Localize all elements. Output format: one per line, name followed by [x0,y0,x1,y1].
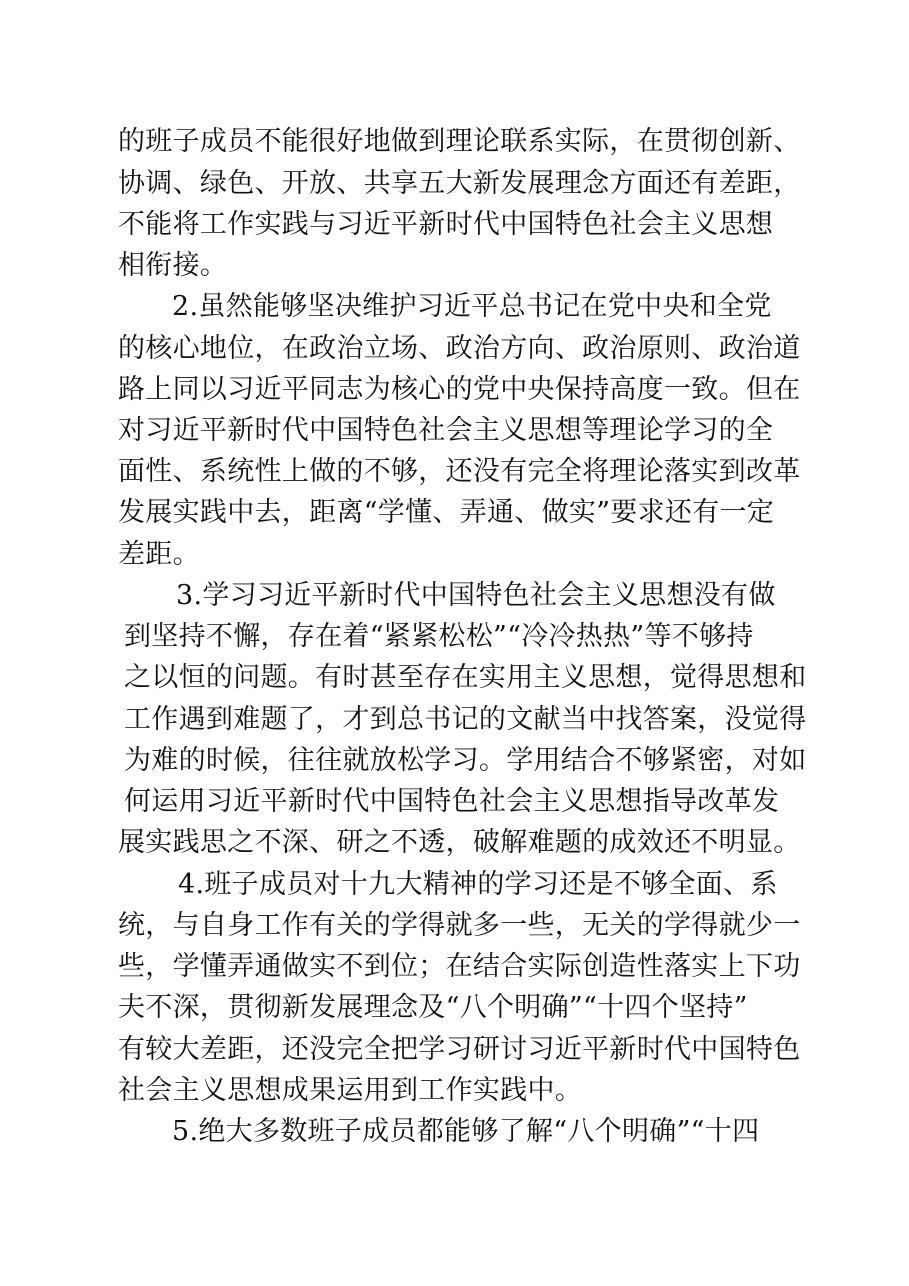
text-line: 的核心地位，在政治立场、政治方向、政治原则、政治道 [118,333,801,364]
text-line: 差距。 [118,539,200,570]
text-line: 发展实践中去，距离“学懂、弄通、做实”要求还有一定 [118,497,775,528]
text-line: 之以恒的问题。有时甚至存在实用主义思想，觉得思想和 [124,662,807,693]
text-line: 夫不深，贯彻新发展理念及“八个明确”“十四个坚持” [118,992,748,1023]
text-line: 不能将工作实践与习近平新时代中国特色社会主义思想 [118,209,774,240]
text-line: 的班子成员不能很好地做到理论联系实际，在贯彻创新、 [118,126,801,157]
paragraph-start-2: 2.虽然能够坚决维护习近平总书记在党中央和全党 [172,291,772,322]
paragraph-start-5: 5.绝大多数班子成员都能够了解“八个明确”“十四 [172,1116,760,1147]
text-line: 社会主义思想成果运用到工作实践中。 [118,1075,583,1106]
text-line: 为难的时候，往往就放松学习。学用结合不够紧密，对如 [124,745,807,776]
text-line: 到坚持不懈，存在着“紧紧松松”“冷冷热热”等不够持 [124,621,754,652]
text-line: 工作遇到难题了，才到总书记的文献当中找答案，没觉得 [124,704,807,735]
text-line: 协调、绿色、开放、共享五大新发展理念方面还有差距， [118,168,801,199]
paragraph-start-3: 3.学习习近平新时代中国特色社会主义思想没有做 [176,580,776,611]
text-line: 对习近平新时代中国特色社会主义思想等理论学习的全 [118,415,774,446]
text-line: 些，学懂弄通做实不到位；在结合实际创造性落实上下功 [118,951,801,982]
text-line: 展实践思之不深、研之不透，破解难题的成效还不明显。 [118,827,801,858]
text-line: 统，与自身工作有关的学得就多一些，无关的学得就少一 [118,910,801,941]
text-line: 何运用习近平新时代中国特色社会主义思想指导改革发 [124,786,780,817]
text-line: 路上同以习近平同志为核心的党中央保持高度一致。但在 [118,374,801,405]
text-line: 有较大差距，还没完全把学习研讨习近平新时代中国特色 [118,1034,801,1065]
paragraph-start-4: 4.班子成员对十九大精神的学习还是不够全面、系 [178,869,778,900]
text-line: 相衔接。 [118,250,228,281]
text-line: 面性、系统性上做的不够，还没有完全将理论落实到改革 [118,456,801,487]
